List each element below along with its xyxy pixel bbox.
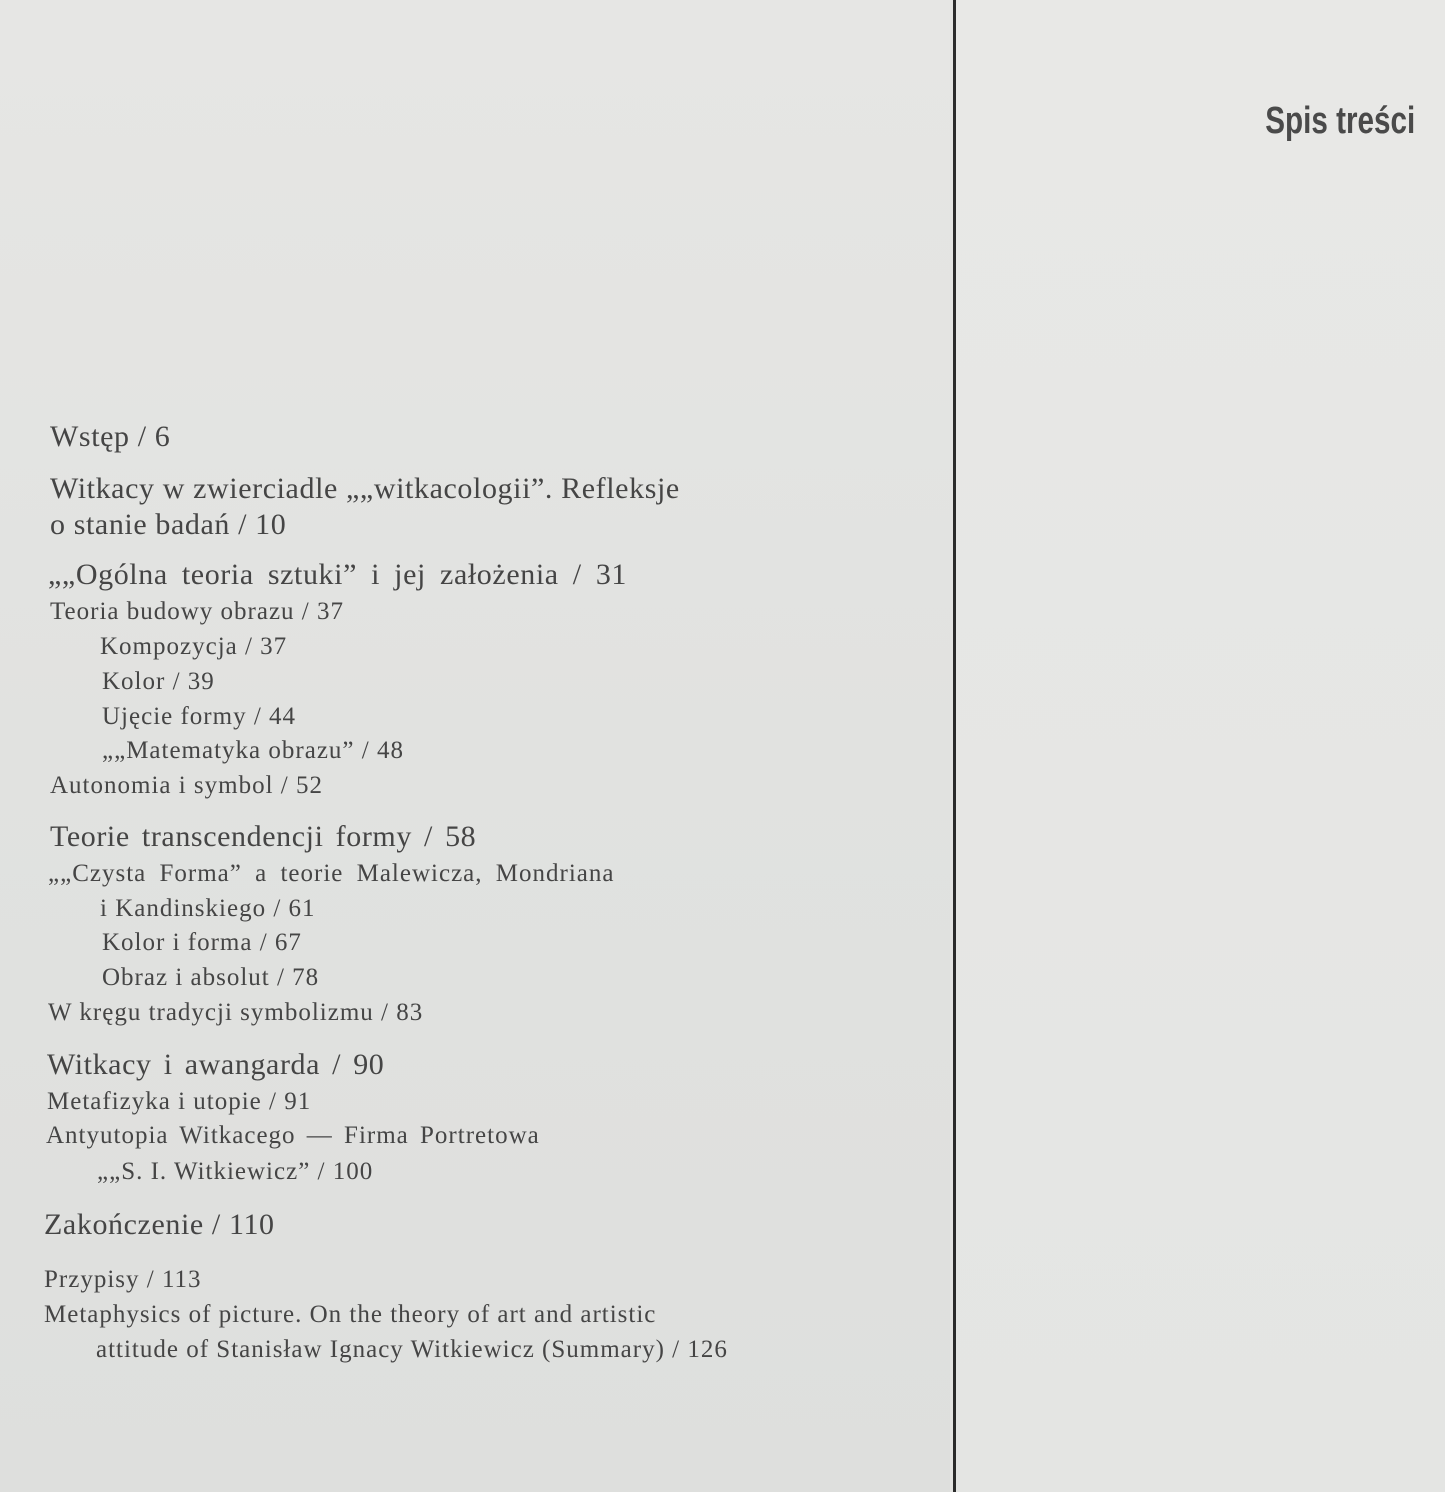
toc-entry-matematyka: „„Matematyka obrazu” / 48 [102,737,404,764]
toc-chapter-ogolna: „„Ogólna teoria sztuki” i jej założenia / 31 [48,558,628,591]
toc-entry-ujecie-formy: Ujęcie formy / 44 [102,703,297,730]
toc-entry-w-kregu: W kręgu tradycji symbolizmu / 83 [48,999,424,1026]
toc-entry-kompozycja: Kompozycja / 37 [100,633,288,660]
toc-entry-obraz-i-absolut: Obraz i absolut / 78 [102,964,320,991]
toc-entry-kolor: Kolor / 39 [102,668,215,695]
toc-entry-przypisy: Przypisy / 113 [44,1266,202,1293]
toc-entry-witkacy-line2: o stanie badań / 10 [50,508,287,541]
toc-chapter-zakonczenie: Zakończenie / 110 [44,1208,275,1241]
toc-entry-antyutopia-line1: Antyutopia Witkacego — Firma Portretowa [46,1122,540,1149]
toc-entry-autonomia: Autonomia i symbol / 52 [50,772,323,799]
toc-entry-teoria-budowy: Teoria budowy obrazu / 37 [50,598,345,625]
toc-entry-kolor-i-forma: Kolor i forma / 67 [102,929,302,956]
right-page [956,0,1445,1492]
toc-entry-czysta-forma-line1: „„Czysta Forma” a teorie Malewicza, Mondriana [48,860,615,887]
toc-entry-summary-line1: Metaphysics of picture. On the theory of art and artistic [44,1301,657,1328]
toc-entry-wstep: Wstęp / 6 [50,420,171,453]
toc-entry-antyutopia-line2: „„S. I. Witkiewicz” / 100 [97,1158,374,1185]
toc-entry-summary-line2: attitude of Stanisław Ignacy Witkiewicz (Summary) / 126 [96,1336,728,1363]
toc-entry-metafizyka: Metafizyka i utopie / 91 [47,1088,312,1115]
page-heading: Spis treści [1265,100,1415,142]
toc-entry-czysta-forma-line2: i Kandinskiego / 61 [100,895,316,922]
toc-entry-witkacy-line1: Witkacy w zwierciadle „„witkacologii”. Refleksje [50,472,680,505]
toc-chapter-teorie-transcendencji: Teorie transcendencji formy / 58 [50,820,477,853]
toc-chapter-witkacy-awangarda: Witkacy i awangarda / 90 [47,1048,385,1081]
